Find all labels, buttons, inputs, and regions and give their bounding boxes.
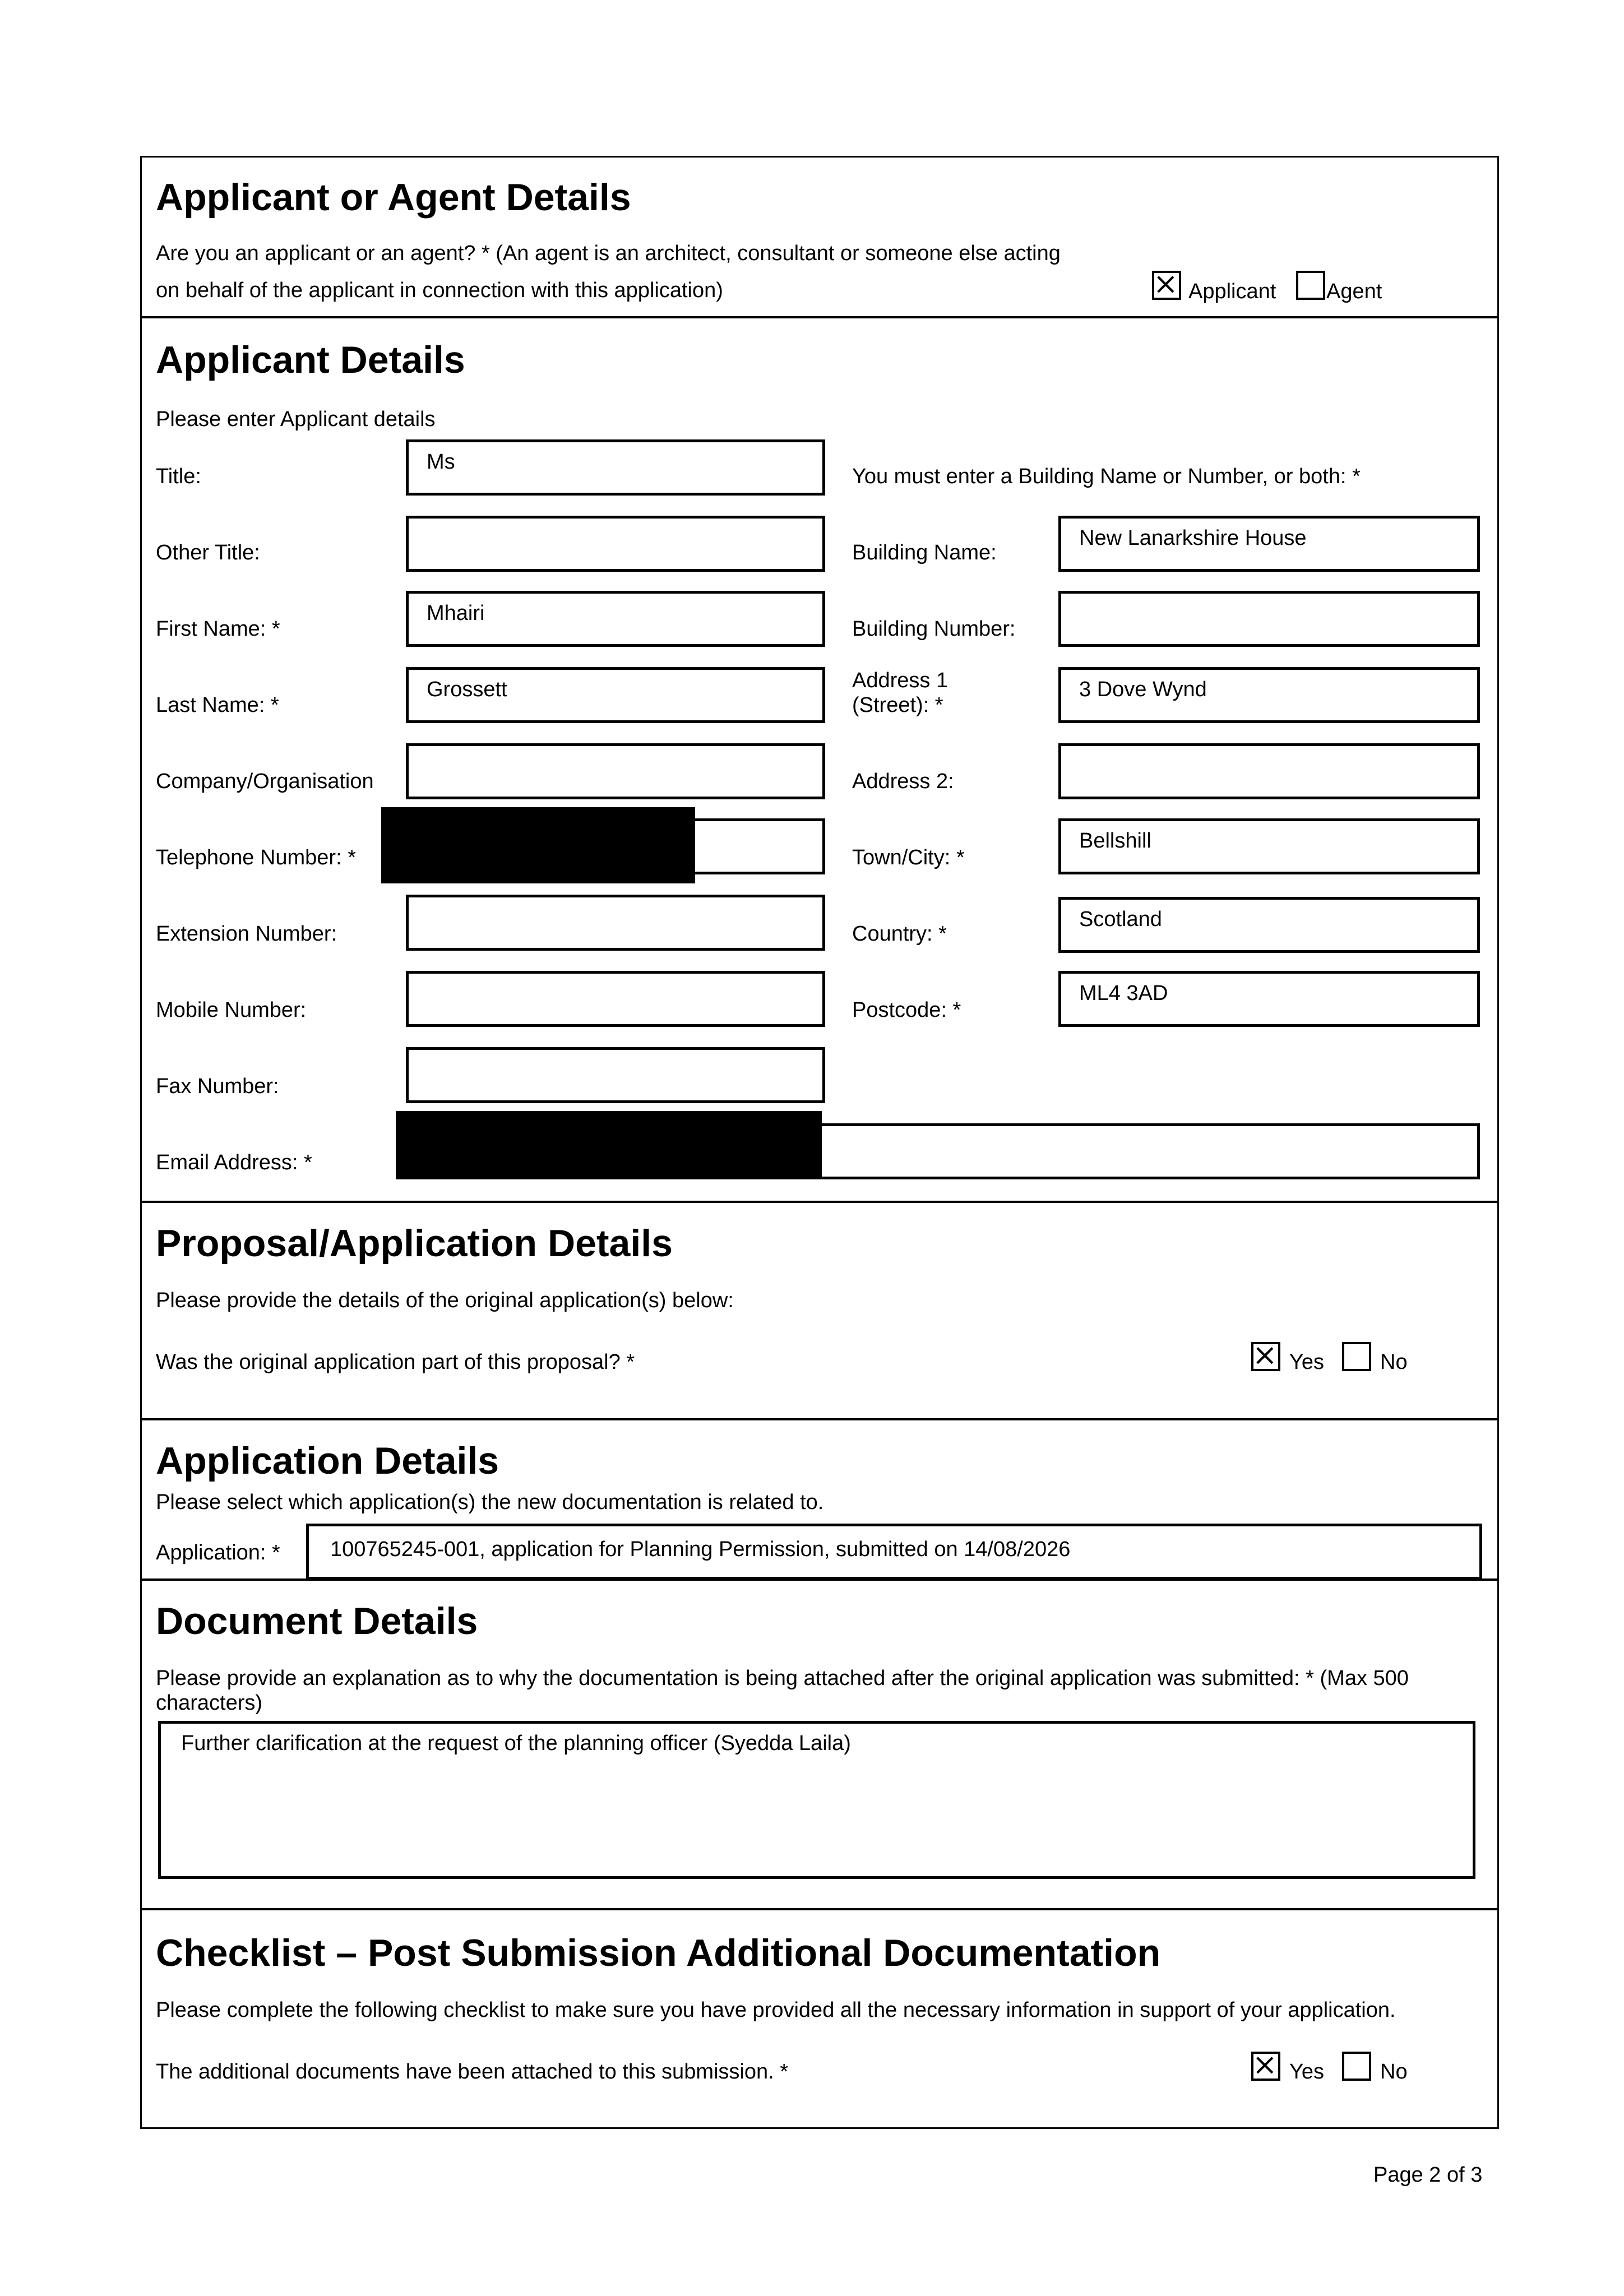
address1-field[interactable]: 3 Dove Wynd — [1058, 667, 1480, 723]
redaction-block — [396, 1111, 822, 1179]
title-label: Title: — [156, 465, 201, 488]
building-number-label: Building Number: — [852, 617, 1016, 641]
document-prompt: Please provide an explanation as to why the documentation is being attached after the original application was submitted: * (Max 500 characters) — [156, 1667, 1409, 1715]
building-name-label: Building Name: — [852, 541, 997, 564]
extension-field[interactable] — [406, 895, 825, 951]
checklist-question: The additional documents have been attached to this submission. * — [156, 2060, 789, 2084]
checklist-yes-checkbox[interactable] — [1251, 2052, 1280, 2081]
mobile-label: Mobile Number: — [156, 998, 307, 1022]
checklist-yes-label: Yes — [1289, 2060, 1324, 2084]
application-intro: Please select which application(s) the new documentation is related to. — [156, 1490, 824, 1514]
proposal-intro: Please provide the details of the original application(s) below: — [156, 1289, 734, 1312]
applicant-option-label: Applicant — [1188, 280, 1276, 303]
mobile-field[interactable] — [406, 971, 825, 1027]
section-title-checklist: Checklist – Post Submission Additional Documentation — [156, 1932, 1161, 1974]
section-divider — [140, 1201, 1499, 1203]
address1-label-line1: Address 1 — [852, 669, 949, 692]
section-title-applicant-agent: Applicant or Agent Details — [156, 176, 631, 219]
application-label: Application: * — [156, 1541, 280, 1564]
last-name-label: Last Name: * — [156, 693, 279, 717]
fax-label: Fax Number: — [156, 1075, 279, 1098]
applicant-checkbox[interactable] — [1152, 271, 1181, 300]
applicant-agent-question-line1: Are you an applicant or an agent? * (An agent is an architect, consultant or someone else acting — [156, 242, 1061, 265]
section-divider — [140, 1908, 1499, 1910]
proposal-question: Was the original application part of this proposal? * — [156, 1350, 635, 1374]
last-name-field[interactable]: Grossett — [406, 667, 825, 723]
title-field[interactable]: Ms — [406, 439, 825, 496]
checkbox-checked-icon — [1253, 1344, 1278, 1369]
other-title-label: Other Title: — [156, 541, 260, 564]
address2-field[interactable] — [1058, 743, 1480, 799]
section-title-proposal: Proposal/Application Details — [156, 1222, 673, 1265]
extension-label: Extension Number: — [156, 922, 337, 946]
first-name-field[interactable]: Mhairi — [406, 591, 825, 647]
section-title-document: Document Details — [156, 1600, 478, 1642]
proposal-yes-label: Yes — [1289, 1350, 1324, 1374]
applicant-agent-question-line2: on behalf of the applicant in connection with this application) — [156, 279, 723, 302]
section-title-application: Application Details — [156, 1439, 499, 1482]
telephone-label: Telephone Number: * — [156, 846, 356, 869]
proposal-yes-checkbox[interactable] — [1251, 1342, 1280, 1371]
checklist-intro: Please complete the following checklist to make sure you have provided all the necessary information in support of your application. — [156, 1998, 1396, 2022]
checkbox-checked-icon — [1253, 2054, 1278, 2079]
building-name-field[interactable]: New Lanarkshire House — [1058, 516, 1480, 572]
redaction-block — [381, 807, 695, 883]
checklist-no-label: No — [1380, 2060, 1408, 2084]
email-label: Email Address: * — [156, 1151, 312, 1174]
page-number: Page 2 of 3 — [1373, 2163, 1483, 2187]
application-select[interactable]: 100765245-001, application for Planning Permission, submitted on 14/08/2026 — [306, 1524, 1482, 1580]
applicant-details-intro: Please enter Applicant details — [156, 408, 436, 431]
address2-label: Address 2: — [852, 770, 954, 793]
fax-field[interactable] — [406, 1047, 825, 1103]
section-title-applicant-details: Applicant Details — [156, 339, 465, 381]
building-note: You must enter a Building Name or Number, or both: * — [852, 465, 1361, 488]
town-label: Town/City: * — [852, 846, 965, 869]
checklist-no-checkbox[interactable] — [1342, 2052, 1371, 2081]
email-field[interactable] — [785, 1123, 1480, 1179]
section-divider — [140, 1418, 1499, 1420]
town-field[interactable]: Bellshill — [1058, 818, 1480, 874]
section-divider — [140, 316, 1499, 318]
company-field[interactable] — [406, 743, 825, 799]
country-field[interactable]: Scotland — [1058, 897, 1480, 953]
proposal-no-label: No — [1380, 1350, 1408, 1374]
country-label: Country: * — [852, 922, 947, 946]
agent-checkbox[interactable] — [1296, 271, 1325, 300]
agent-option-label: Agent — [1326, 280, 1382, 303]
proposal-no-checkbox[interactable] — [1342, 1342, 1371, 1371]
postcode-label: Postcode: * — [852, 998, 961, 1022]
checkbox-checked-icon — [1154, 273, 1179, 298]
document-explanation-textarea[interactable]: Further clarification at the request of the planning officer (Syedda Laila) — [158, 1721, 1475, 1879]
postcode-field[interactable]: ML4 3AD — [1058, 971, 1480, 1027]
company-label: Company/Organisation — [156, 770, 374, 793]
building-number-field[interactable] — [1058, 591, 1480, 647]
first-name-label: First Name: * — [156, 617, 280, 641]
address1-label-line2: (Street): * — [852, 693, 943, 717]
other-title-field[interactable] — [406, 516, 825, 572]
